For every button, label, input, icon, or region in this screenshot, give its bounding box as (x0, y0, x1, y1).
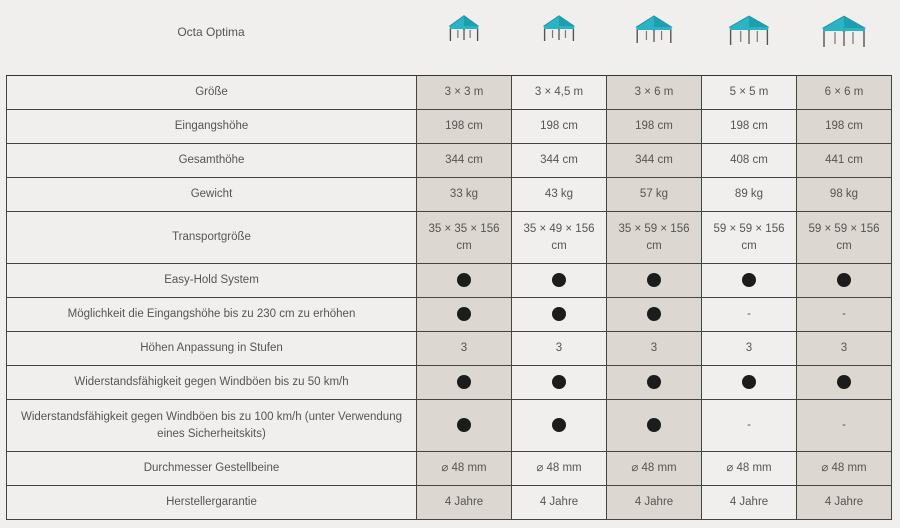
cell-value: 4 Jahre (417, 486, 512, 520)
tent-3x4.5-icon (541, 14, 577, 42)
cell-value: 344 cm (512, 144, 607, 178)
feature-included (512, 366, 607, 400)
feature-included (417, 264, 512, 298)
feature-included (702, 264, 797, 298)
feature-included (797, 366, 892, 400)
included-dot-icon (647, 273, 661, 287)
included-dot-icon (647, 418, 661, 432)
cell-value: 3 × 4,5 m (512, 76, 607, 110)
cell-value: ⌀ 48 mm (607, 452, 702, 486)
table-row (7, 332, 892, 366)
cell-value: 3 × 3 m (417, 76, 512, 110)
row-label: Transportgröße (7, 212, 417, 264)
table-row (7, 486, 892, 520)
feature-included (417, 298, 512, 332)
cell-value: 198 cm (702, 110, 797, 144)
row-label: Herstellergarantie (7, 486, 417, 520)
cell-value: 344 cm (417, 144, 512, 178)
cell-value: ⌀ 48 mm (702, 452, 797, 486)
cell-value: 3 (417, 332, 512, 366)
feature-not-available: - (797, 400, 892, 452)
row-label: Gesamthöhe (7, 144, 417, 178)
feature-included (512, 298, 607, 332)
cell-value: 4 Jahre (797, 486, 892, 520)
cell-value: 408 cm (702, 144, 797, 178)
cell-value: 89 kg (702, 178, 797, 212)
tent-3x6-icon (633, 14, 675, 44)
cell-value: ⌀ 48 mm (797, 452, 892, 486)
included-dot-icon (552, 307, 566, 321)
cell-value: ⌀ 48 mm (417, 452, 512, 486)
cell-value: 3 × 6 m (607, 76, 702, 110)
table-row (7, 298, 892, 332)
row-label: Gewicht (7, 178, 417, 212)
included-dot-icon (552, 418, 566, 432)
feature-included (417, 400, 512, 452)
cell-value: 59 × 59 × 156 cm (702, 212, 797, 264)
cell-value: 3 (607, 332, 702, 366)
feature-included (512, 264, 607, 298)
cell-value: ⌀ 48 mm (512, 452, 607, 486)
cell-value: 5 × 5 m (702, 76, 797, 110)
cell-value: 35 × 35 × 156 cm (417, 212, 512, 264)
row-label: Durchmesser Gestellbeine (7, 452, 417, 486)
included-dot-icon (647, 307, 661, 321)
included-dot-icon (552, 375, 566, 389)
cell-value: 3 (702, 332, 797, 366)
tent-6x6-icon (819, 14, 869, 48)
product-name: Octa Optima (177, 25, 245, 39)
table-header (0, 0, 900, 75)
cell-value: 35 × 49 × 156 cm (512, 212, 607, 264)
included-dot-icon (552, 273, 566, 287)
tent-3x3-icon (447, 14, 481, 42)
cell-value: 33 kg (417, 178, 512, 212)
included-dot-icon (837, 375, 851, 389)
cell-value: 35 × 59 × 156 cm (607, 212, 702, 264)
cell-value: 344 cm (607, 144, 702, 178)
cell-value: 4 Jahre (607, 486, 702, 520)
included-dot-icon (457, 307, 471, 321)
table-row (7, 178, 892, 212)
cell-value: 6 × 6 m (797, 76, 892, 110)
feature-included (702, 366, 797, 400)
row-label: Widerstandsfähigkeit gegen Windböen bis zu 50 km/h (7, 366, 417, 400)
included-dot-icon (742, 273, 756, 287)
row-label: Eingangshöhe (7, 110, 417, 144)
row-label: Möglichkeit die Eingangshöhe bis zu 230 cm zu erhöhen (7, 298, 417, 332)
feature-included (417, 366, 512, 400)
cell-value: 57 kg (607, 178, 702, 212)
table-row (7, 366, 892, 400)
cell-value: 4 Jahre (512, 486, 607, 520)
table-row (7, 264, 892, 298)
table-row (7, 452, 892, 486)
cell-value: 3 (512, 332, 607, 366)
feature-not-available: - (702, 400, 797, 452)
cell-value: 198 cm (512, 110, 607, 144)
row-label: Größe (7, 76, 417, 110)
cell-value: 198 cm (607, 110, 702, 144)
tent-5x5-icon (726, 14, 772, 46)
feature-not-available: - (797, 298, 892, 332)
cell-value: 4 Jahre (702, 486, 797, 520)
cell-value: 3 (797, 332, 892, 366)
table-row (7, 144, 892, 178)
row-label: Höhen Anpassung in Stufen (7, 332, 417, 366)
feature-included (607, 264, 702, 298)
table-row (7, 110, 892, 144)
included-dot-icon (457, 273, 471, 287)
included-dot-icon (837, 273, 851, 287)
included-dot-icon (742, 375, 756, 389)
feature-included (797, 264, 892, 298)
feature-included (607, 366, 702, 400)
row-label: Easy-Hold System (7, 264, 417, 298)
cell-value: 441 cm (797, 144, 892, 178)
table-row (7, 76, 892, 110)
cell-value: 43 kg (512, 178, 607, 212)
table-row (7, 212, 892, 264)
cell-value: 59 × 59 × 156 cm (797, 212, 892, 264)
included-dot-icon (647, 375, 661, 389)
cell-value: 198 cm (797, 110, 892, 144)
feature-included (607, 298, 702, 332)
cell-value: 98 kg (797, 178, 892, 212)
table-row (7, 400, 892, 452)
row-label: Widerstandsfähigkeit gegen Windböen bis zu 100 km/h (unter Verwendung eines Sicherheitskits) (7, 400, 417, 452)
cell-value: 198 cm (417, 110, 512, 144)
feature-not-available: - (702, 298, 797, 332)
spec-table (6, 75, 892, 520)
feature-included (512, 400, 607, 452)
feature-included (607, 400, 702, 452)
included-dot-icon (457, 418, 471, 432)
included-dot-icon (457, 375, 471, 389)
